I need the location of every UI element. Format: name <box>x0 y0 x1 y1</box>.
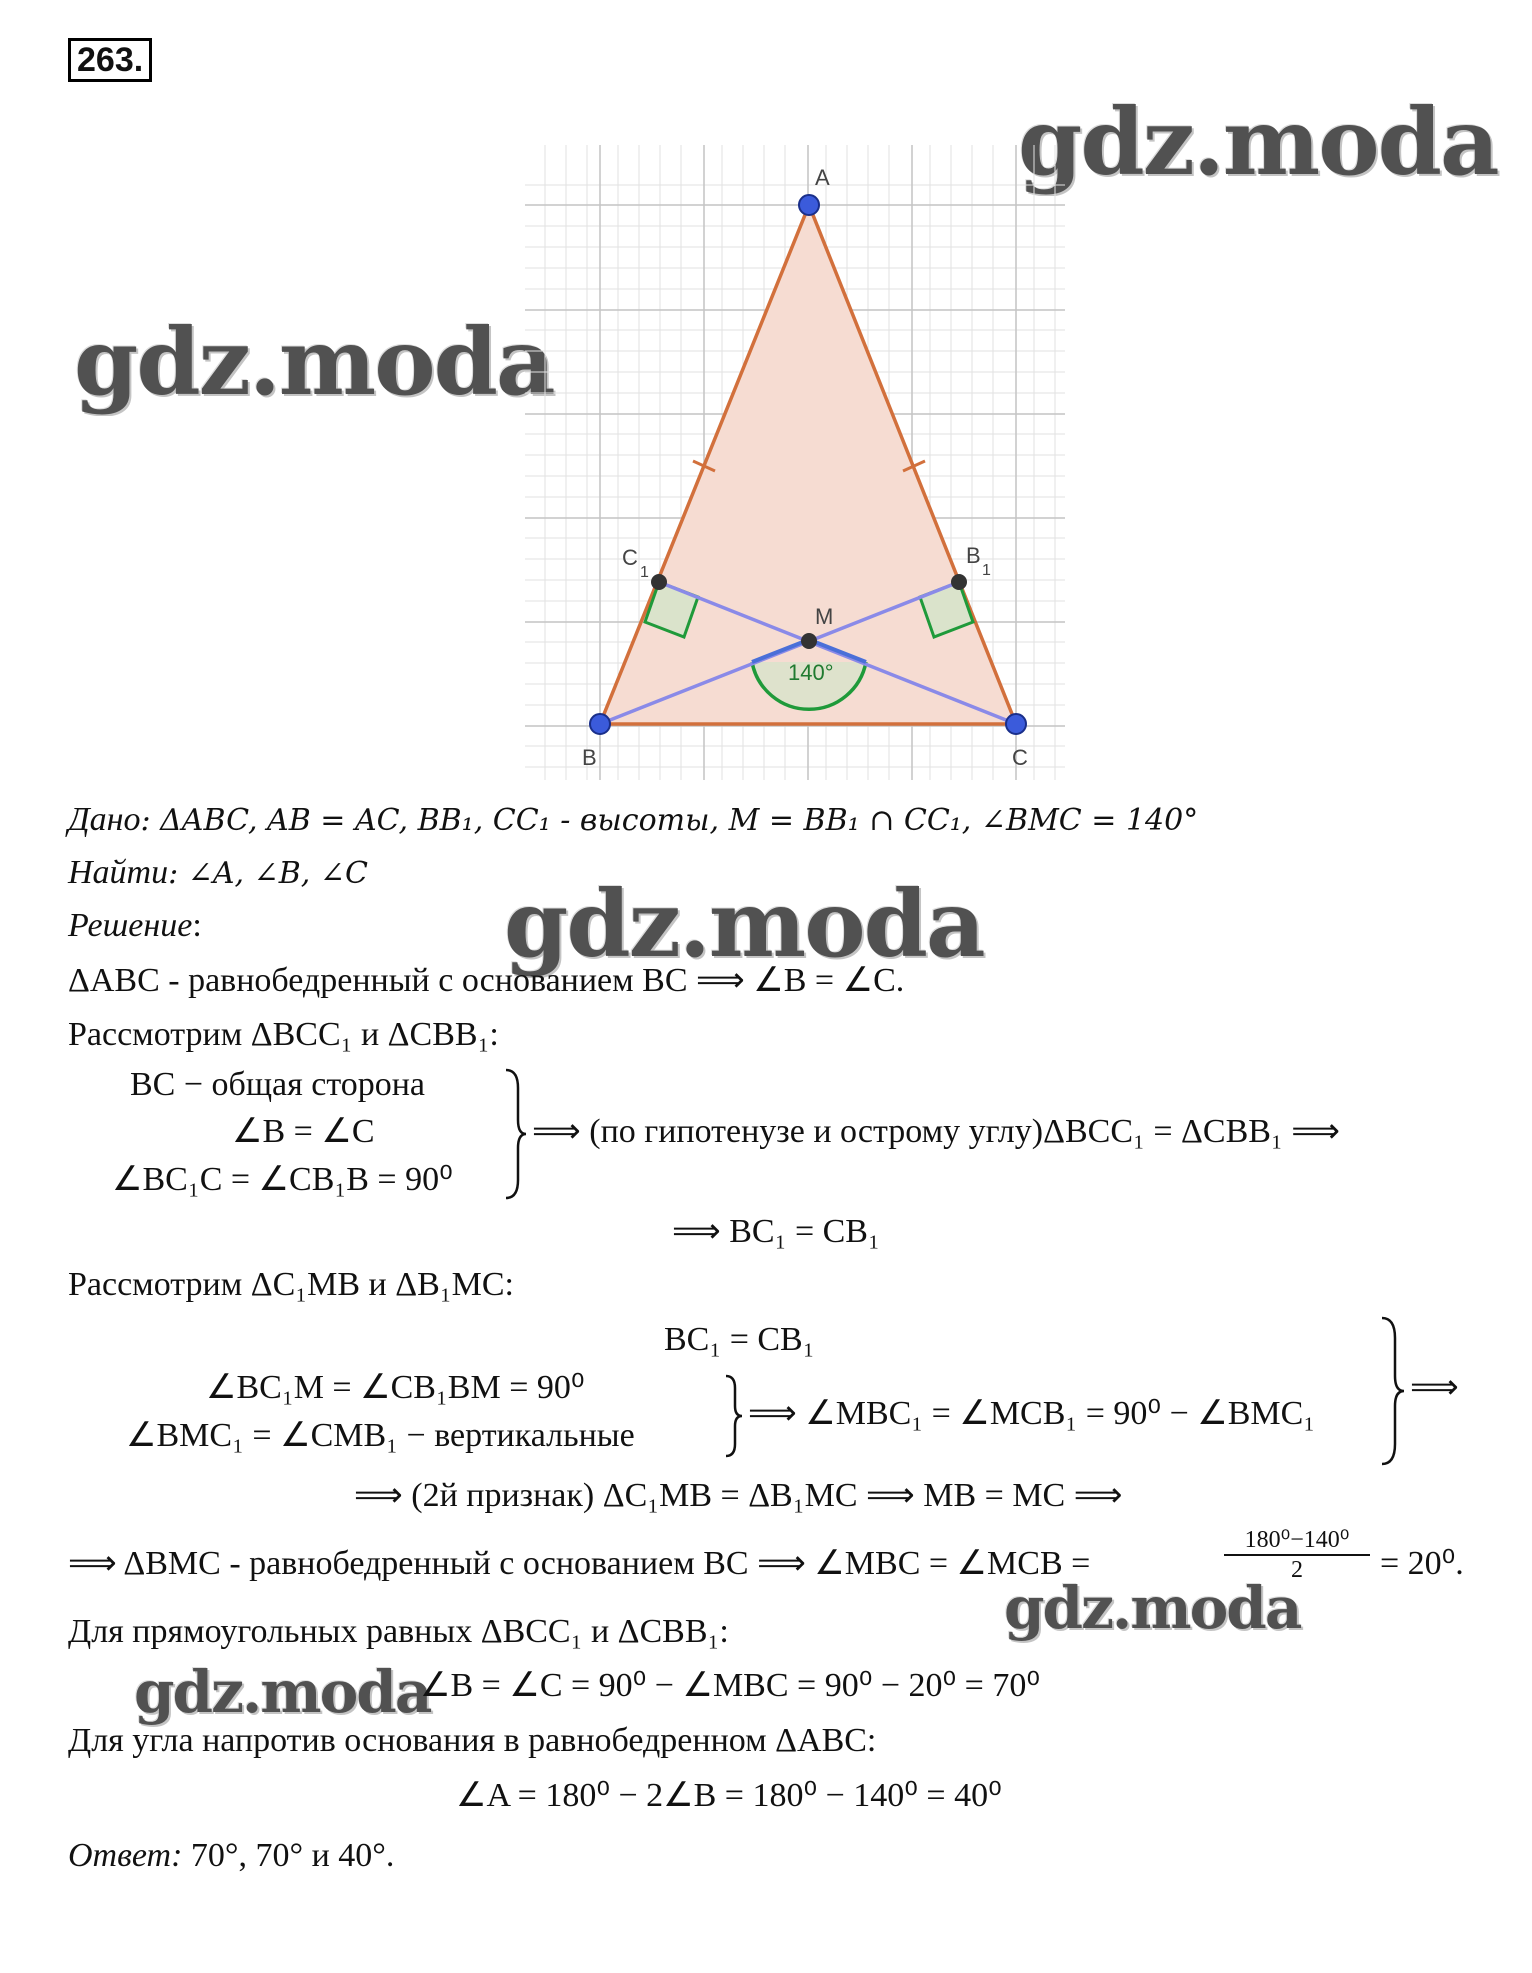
text-line: ∠A = 180⁰ − 2∠B = 180⁰ − 140⁰ = 40⁰ <box>456 1777 1002 1814</box>
label-c: C <box>1012 745 1028 770</box>
point-c1 <box>651 574 667 590</box>
brace-right <box>504 1068 528 1200</box>
text-line: ⟹ (2й признак) ΔC₁MB = ΔB₁MC ⟹ MB = MC ⟹ <box>354 1477 1123 1514</box>
watermark: gdz.moda <box>1018 88 1498 196</box>
system-line: BC − общая сторона <box>130 1066 426 1103</box>
text-line: ΔABC - равнобедренный с основанием BC ⟹ ∠B = ∠C. <box>68 962 905 999</box>
text-line: ∠B = ∠C = 90⁰ − ∠MBC = 90⁰ − 20⁰ = 70⁰ <box>420 1667 1040 1704</box>
text-line: ⟹ ∠MBC₁ = ∠MCB₁ = 90⁰ − ∠BMC₁ <box>748 1395 1316 1432</box>
solution-line <box>68 906 202 946</box>
point-b <box>590 714 610 734</box>
text-line: ⟹ BC₁ = CB₁ <box>672 1213 880 1250</box>
label-c1: C <box>622 545 638 570</box>
fraction <box>1224 1526 1370 1584</box>
watermark: gdz.moda <box>504 870 984 978</box>
watermark: gdz.moda <box>134 1658 431 1726</box>
given-body: : ΔABC, AB = AC, BB₁, CC₁ - высоты, M = BB₁ ∩ CC₁, ∠BMC = 140° <box>140 803 1199 838</box>
problem-number: 263. <box>68 38 152 82</box>
watermark: gdz.moda <box>1004 1574 1301 1642</box>
text-line: Для прямоугольных равных ΔBCC₁ и ΔCBB₁: <box>68 1613 729 1650</box>
answer-body: 70°, 70° и 40°. <box>182 1837 395 1874</box>
label-c1-sub: 1 <box>640 564 649 581</box>
label-a: A <box>815 165 830 190</box>
system-line: ∠BC₁M = ∠CB₁BM = 90⁰ <box>206 1369 585 1406</box>
brace-right <box>724 1374 744 1458</box>
watermark: gdz.moda <box>74 308 554 416</box>
label-b: B <box>582 745 597 770</box>
text-line: ⟹ <box>1410 1369 1459 1406</box>
point-c <box>1006 714 1026 734</box>
answer-label: Ответ: <box>68 1837 183 1874</box>
fraction-numerator: 180⁰−140⁰ <box>1224 1526 1370 1556</box>
point-b1 <box>951 574 967 590</box>
triangle-figure <box>525 145 1065 780</box>
system-line: BC₁ = CB₁ <box>664 1321 815 1358</box>
text-line: Рассмотрим ΔC₁MB и ΔB₁MC: <box>68 1266 514 1303</box>
text-line: ⟹ (по гипотенузе и острому углу)ΔBCC₁ = ΔCBB₁ ⟹ <box>532 1113 1341 1150</box>
solution-label: Решение <box>68 907 193 944</box>
given-label: Дано <box>68 801 141 838</box>
answer-line <box>68 1836 394 1876</box>
label-b1: B <box>966 543 981 568</box>
label-b1-sub: 1 <box>982 562 991 579</box>
text-line: Рассмотрим ΔBCC₁ и ΔCBB₁: <box>68 1016 499 1053</box>
given-line <box>68 800 1198 841</box>
system-line: ∠B = ∠C <box>232 1113 375 1150</box>
point-a <box>799 195 819 215</box>
text-line: Для угла напротив основания в равнобедренном ΔABC: <box>68 1722 877 1759</box>
text-line: = 20⁰. <box>1380 1545 1464 1582</box>
fraction-denominator: 2 <box>1291 1557 1303 1583</box>
find-line <box>68 853 368 894</box>
text-line: ⟹ ΔBMC - равнобедренный с основанием BC ⟹ ∠MBC = ∠MCB = <box>68 1545 1091 1582</box>
label-m: M <box>815 604 834 629</box>
angle-label: 140° <box>788 660 834 685</box>
find-body: : ∠A, ∠B, ∠C <box>168 856 368 891</box>
find-label: Найти <box>68 854 169 891</box>
point-m <box>801 633 817 649</box>
system-line: ∠BMC₁ = ∠CMB₁ − вертикальные <box>126 1417 635 1454</box>
brace-right <box>1380 1316 1406 1466</box>
solution-colon: : <box>192 907 202 944</box>
system-line: ∠BC₁C = ∠CB₁B = 90⁰ <box>112 1161 453 1198</box>
